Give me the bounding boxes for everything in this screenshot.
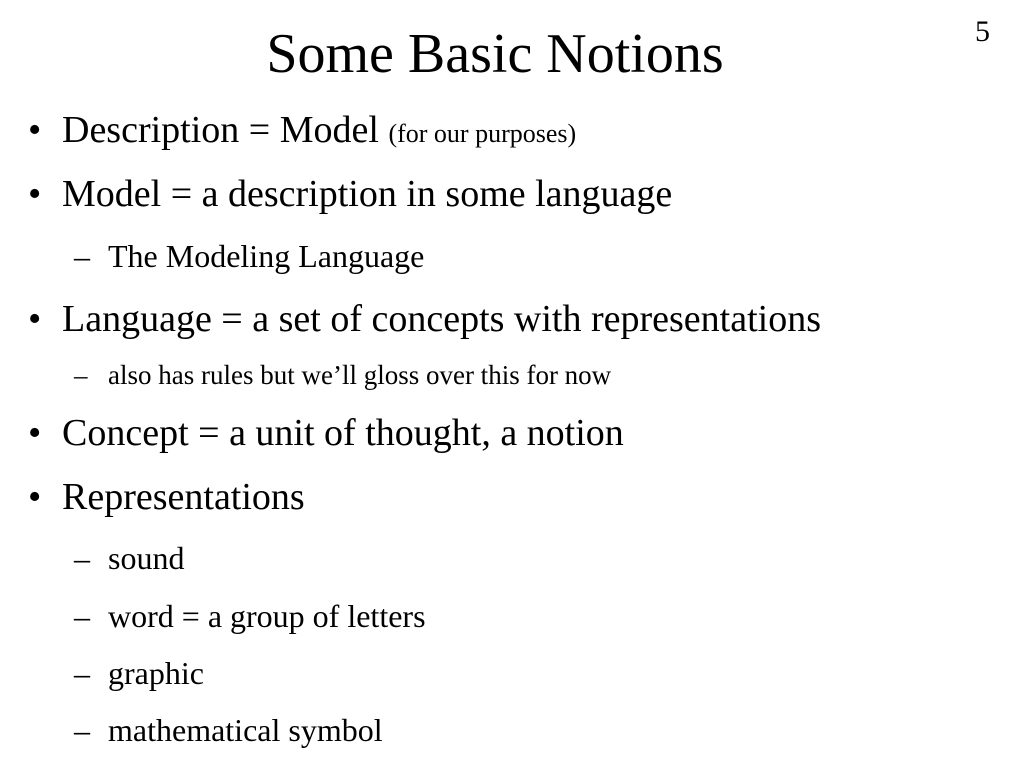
- bullet-marker: •: [28, 476, 42, 518]
- bullet-marker: •: [28, 412, 42, 454]
- bullet-text: Description = Model: [62, 109, 379, 151]
- dash-marker: –: [74, 655, 90, 691]
- bullet-marker: •: [28, 298, 42, 340]
- bullet-text: Language = a set of concepts with representations: [62, 298, 821, 340]
- subbullet-text: also has rules but we’ll gloss over this for now: [108, 360, 612, 390]
- dash-marker: –: [74, 540, 90, 576]
- slide-number: 5: [975, 15, 990, 48]
- dash-marker: –: [74, 360, 88, 390]
- bullet-text: Concept = a unit of thought, a notion: [62, 412, 624, 454]
- dash-marker: –: [74, 238, 90, 274]
- subbullet-text: The Modeling Language: [108, 238, 425, 274]
- dash-marker: –: [74, 712, 90, 748]
- bullet-text: Representations: [62, 476, 305, 518]
- dash-marker: –: [74, 598, 90, 634]
- bullet-text: Model = a description in some language: [62, 173, 673, 215]
- bullet-marker: •: [28, 109, 42, 151]
- subbullet-text: mathematical symbol: [108, 712, 383, 748]
- bullet-note: (for our purposes): [388, 119, 577, 148]
- subbullet-text: graphic: [108, 655, 204, 691]
- bullet-marker: •: [28, 173, 42, 215]
- slide-title: Some Basic Notions: [266, 23, 724, 85]
- subbullet-text: sound: [108, 540, 185, 576]
- subbullet-text: word = a group of letters: [108, 598, 426, 634]
